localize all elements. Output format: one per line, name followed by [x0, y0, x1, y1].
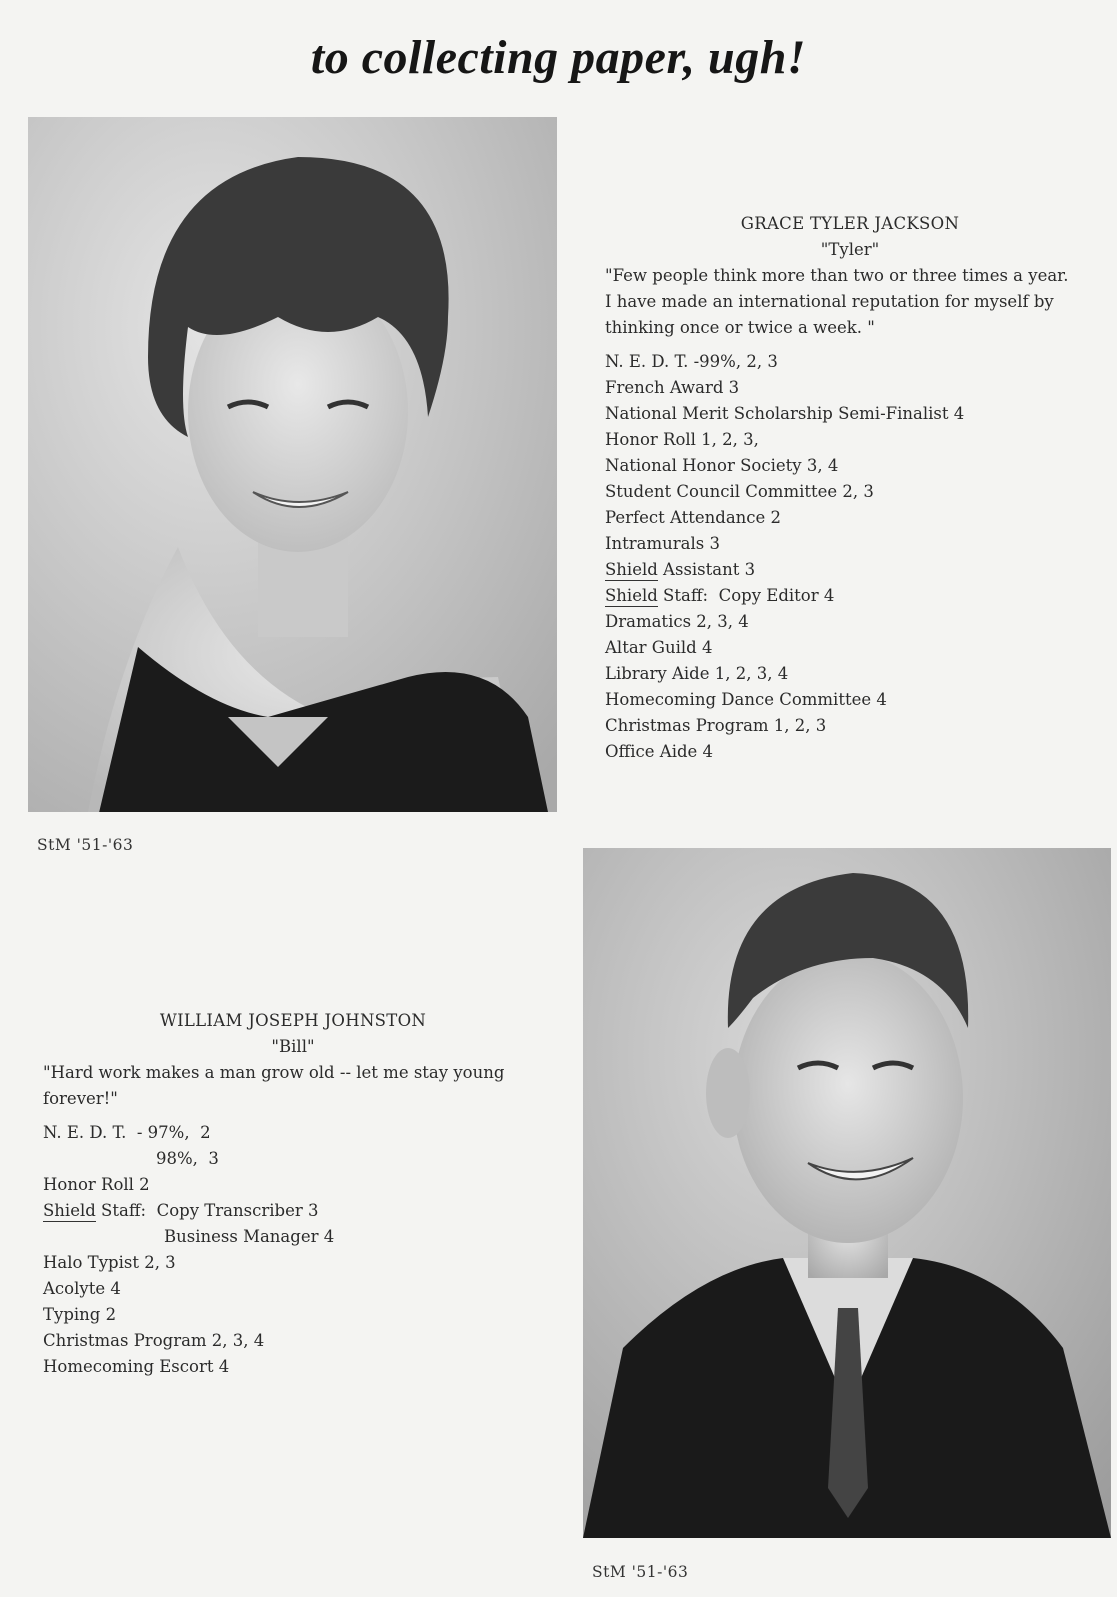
activity-item-text: 98%, 3 — [156, 1149, 219, 1168]
activity-item-text: Staff: Copy Transcriber 3 — [95, 1201, 319, 1220]
activity-item: Office Aide 4 — [605, 742, 714, 761]
shield-title-underlined: Shield — [605, 560, 658, 579]
portrait-male-icon — [583, 848, 1111, 1538]
activity-item — [43, 1198, 543, 1224]
activity-item-text: Business Manager 4 — [164, 1227, 335, 1246]
quote-line: "Hard work makes a man grow old -- let me stay young — [43, 1063, 505, 1082]
activity-item: Honor Roll 2 — [43, 1175, 150, 1194]
bio-william — [43, 1008, 543, 1380]
activity-item: N. E. D. T. -99%, 2, 3 — [605, 352, 778, 371]
activity-item: Library Aide 1, 2, 3, 4 — [605, 664, 789, 683]
activity-item: Honor Roll 1, 2, 3, — [605, 430, 759, 449]
activity-item: Halo Typist 2, 3 — [43, 1253, 176, 1272]
activity-item: National Merit Scholarship Semi-Finalist 4 — [605, 404, 965, 423]
activity-item: Typing 2 — [43, 1305, 117, 1324]
portrait-photo-william — [583, 848, 1111, 1538]
activity-item: Student Council Committee 2, 3 — [605, 482, 874, 501]
quote-line: "Few people think more than two or three times a year. — [605, 266, 1069, 285]
activity-item: Homecoming Escort 4 — [43, 1357, 230, 1376]
activity-item: Altar Guild 4 — [605, 638, 713, 657]
activity-item — [43, 1224, 543, 1250]
activity-item: Christmas Program 2, 3, 4 — [43, 1331, 265, 1350]
student-quote — [605, 263, 1095, 341]
activity-item-text: Staff: Copy Editor 4 — [657, 586, 835, 605]
activity-item: French Award 3 — [605, 378, 740, 397]
activity-item: Homecoming Dance Committee 4 — [605, 690, 887, 709]
activity-item: Dramatics 2, 3, 4 — [605, 612, 749, 631]
activity-item: Perfect Attendance 2 — [605, 508, 782, 527]
activity-list — [43, 1120, 543, 1380]
activity-item: N. E. D. T. - 97%, 2 — [43, 1123, 211, 1142]
activity-item — [605, 557, 1095, 583]
activity-item: National Honor Society 3, 4 — [605, 456, 839, 475]
portrait-female-icon — [28, 117, 557, 812]
activity-item — [43, 1146, 543, 1172]
activity-list — [605, 349, 1095, 765]
student-nickname: "Bill" — [271, 1037, 315, 1056]
shield-title-underlined: Shield — [43, 1201, 96, 1220]
quote-line: thinking once or twice a week. " — [605, 318, 875, 337]
portrait-photo-grace — [28, 117, 557, 812]
student-name: WILLIAM JOSEPH JOHNSTON — [159, 1011, 427, 1030]
photo-caption-grace: StM '51-'63 — [37, 836, 134, 854]
activity-item: Intramurals 3 — [605, 534, 720, 553]
photo-caption-william: StM '51-'63 — [592, 1563, 689, 1581]
quote-line: forever!" — [43, 1089, 118, 1108]
student-name: GRACE TYLER JACKSON — [740, 214, 960, 233]
activity-item-text: Assistant 3 — [657, 560, 756, 579]
quote-line: I have made an international reputation for myself by — [605, 292, 1054, 311]
activity-item — [605, 583, 1095, 609]
activity-item: Christmas Program 1, 2, 3 — [605, 716, 827, 735]
student-nickname: "Tyler" — [820, 240, 880, 259]
page-headline: to collecting paper, ugh! — [310, 31, 807, 84]
bio-grace — [605, 211, 1095, 765]
shield-title-underlined: Shield — [605, 586, 658, 605]
activity-item: Acolyte 4 — [43, 1279, 121, 1298]
student-quote — [43, 1060, 543, 1112]
